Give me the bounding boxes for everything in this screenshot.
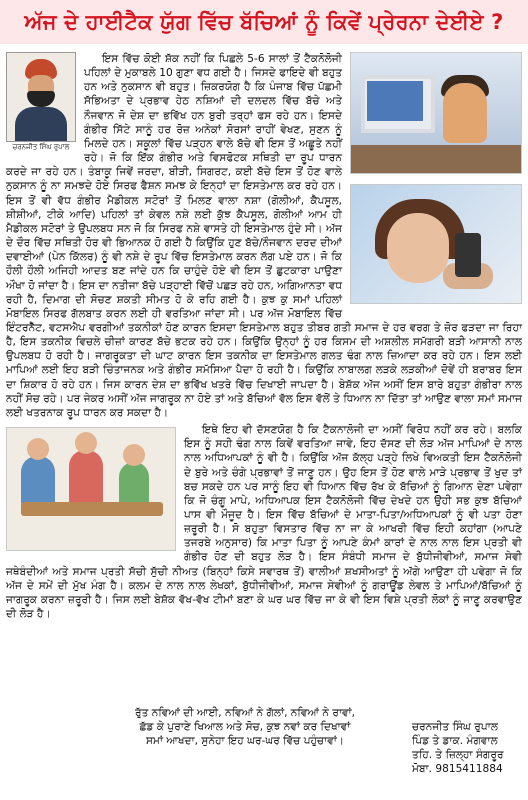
- poem-line: ਸਮਾਂ ਆਖਦਾ, ਸੁਨੇਹਾ ਇਹ ਘਰ-ਘਰ ਵਿੱਚ ਪਹੁੰਚਾਵਾਂ।: [146, 735, 344, 747]
- author-caption: ਚਰਨਜੀਤ ਸਿੰਘ ਰੁਪਾਲ: [12, 143, 70, 151]
- child-at-computer-image: [350, 52, 522, 174]
- author-photo: [6, 52, 76, 142]
- article-body: [6, 52, 522, 624]
- paragraph-1: ਇਸ ਵਿੱਚ ਕੋਈ ਸ਼ੱਕ ਨਹੀਂ ਕਿ ਪਿਛਲੇ 5-6 ਸਾਲਾਂ ਤੋਂ ਟੈਕਨੋਲੋਜੀ ਪਹਿਲਾਂ ਦੇ ਮੁਕਾਬਲੇ 10 ਗੁਣਾ ਵਧ ਗਈ ਹੈ। ਜਿਸਦੇ ਫਾਇਦੇ ਵੀ ਬਹੁਤ ਹਨ ਅਤੇ ਨੁਕਸਾਨ ਵੀ ਬਹੁਤ। ਜ਼ਿਕਰਯੋਗ ਹੈ ਕਿ ਪੰਜਾਬ ਵਿੱਚ ਪੱਛਮੀ ਸੱਭਿਅਤਾ ਦੇ ਪ੍ਰਭਾਵ ਹੇਠ ਨਸ਼ਿਆਂ ਦੀ ਦਲਦਲ ਵਿੱਚ ਬੱਚੇ ਅਤੇ ਨੌਜਵਾਨ ਜੋ ਦੇਸ਼ ਦਾ ਭਵਿੱਖ ਹਨ ਬੁਰੀ ਤਰ੍ਹਾਂ ਫਸ ਰਹੇ ਹਨ। ਇਸਦੇ ਗੰਭੀਰ ਸਿੱਟੇ ਸਾਨੂੰ ਹਰ ਰੋਜ਼ ਅਨੇਕਾਂ ਸੋਰਸਾਂ ਰਾਹੀਂ ਵੇਖਣ, ਸੁਣਨ ਨੂੰ ਮਿਲਦੇ ਹਨ। ਸਕੂਲਾਂ ਵਿੱਚ ਪੜ੍ਹਨ ਵਾਲੇ ਬੱਚੇ ਵੀ ਇਸ ਤੋਂ ਅਛੂਤੇ ਨਹੀਂ ਰਹੇ। ਜੋ ਕਿ ਇੱਕ ਗੰਭੀਰ ਅਤੇ ਵਿਸਫੋਟਕ ਸਥਿਤੀ ਦਾ ਰੂਪ ਧਾਰਨ ਕਰਦੇ ਜਾ ਰਹੇ ਹਨ। ਤੰਬਾਕੂ ਜਿਵੇਂ ਜਰਦਾ, ਬੀੜੀ, ਸਿਗਰਟ, ਕਈ ਬੱਚੇ ਇਸ ਤੋਂ ਹੋਣ ਵਾਲੇ ਨੁਕਸਾਨ ਨੂੰ ਨਾ ਸਮਝਦੇ ਹੋਏ ਸਿਰਫ ਫੈਸ਼ਨ ਸਮਝ ਕੇ ਇਨ੍ਹਾਂ ਦਾ ਇਸਤੇਮਾਲ ਕਰ ਰਹੇ ਹਨ। ਇਸ ਤੋਂ ਵੀ ਵੱਧ ਗੰਭੀਰ ਮੈਡੀਕਲ ਸਟੋਰਾਂ ਤੋਂ ਮਿਲਣ ਵਾਲਾ ਨਸ਼ਾ (ਗੋਲੀਆਂ, ਕੈਪਸੂਲ, ਸ਼ੀਸ਼ੀਆਂ, ਟੀਕੇ ਆਦਿ) ਪਹਿਲਾਂ ਤਾਂ ਕੇਵਲ ਨਸ਼ੇ ਲਈ ਕੁੱਝ ਕੈਪਸੂਲ, ਗੋਲੀਆਂ ਆਮ ਹੀ ਮੈਡੀਕਲ ਸਟੋਰਾਂ ਤੇ ਉਪਲਬਧ ਸਨ ਜੋ ਕਿ ਸਿਰਫ ਨਸ਼ੇ ਵਾਸਤੇ ਹੀ ਇਸਤੇਮਾਲ ਹੁੰਦੇ ਸੀ। ਅੱਜ ਦੇ ਦੌਰ ਵਿੱਚ ਸਥਿਤੀ ਹੋਰ ਵੀ ਭਿਆਨਕ ਹੋ ਗਈ ਹੈ ਕਿਉਂਕਿ ਹੁਣ ਬੱਚੇ/ਨੌਜਵਾਨ ਦਰਦ ਦੀਆਂ ਦਵਾਈਆਂ (ਪੇਨ ਕਿੱਲਰ) ਨੂੰ ਵੀ ਨਸ਼ੇ ਦੇ ਰੂਪ ਵਿੱਚ ਇਸਤੇਮਾਲ ਕਰਨ ਲੱਗ ਪਏ ਹਨ। ਜੋ ਕਿ ਹੌਲੀ ਹੌਲੀ ਅਜਿਹੀ ਆਦਤ ਬਣ ਜਾਂਦੇ ਹਨ ਕਿ ਚਾਹੁੰਦੇ ਹੋਏ ਵੀ ਇਸ ਤੋਂ ਛੁਟਕਾਰਾ ਪਾਉਣਾ ਔਖਾ ਹੋ ਜਾਂਦਾ ਹੈ। ਇਸ ਦਾ ਨਤੀਜਾ ਬੱਚੇ ਪੜ੍ਹਾਈ ਵਿੱਚੋਂ ਪਛੜ ਰਹੇ ਹਨ, ਅਗਿਆਨਤਾ ਵਧ ਰਹੀ ਹੈ, ਦਿਮਾਗ ਦੀ ਸੋਚਣ ਸ਼ਕਤੀ ਸੀਮਤ ਹੋ ਕੇ ਰਹਿ ਗਈ ਹੈ। ਕੁਝ ਕੁ ਸਮਾਂ ਪਹਿਲਾਂ ਮੋਬਾਇਲ ਸਿਰਫ ਗੱਲਬਾਤ ਕਰਨ ਲਈ ਹੀ ਵਰਤਿਆ ਜਾਂਦਾ ਸੀ। ਪਰ ਅੱਜ ਮੋਬਾਇਲ ਵਿੱਚ ਇੰਟਰਨੈੱਟ, ਵਟਸਐਪ ਵਰਗੀਆਂ ਤਕਨੀਕਾਂ ਹੋਣ ਕਾਰਨ ਇਸਦਾ ਇਸਤੇਮਾਲ ਬਹੁਤ ਤੀਬਰ ਗਤੀ ਸਮਾਜ ਦੇ ਹਰ ਵਰਗ ਤੇ ਜ਼ੋਰ ਫੜਦਾ ਜਾ ਰਿਹਾ ਹੈ, ਇਸ ਤਕਨੀਕ ਵਿਚਲੇ ਚੀਜ਼ਾਂ ਕਾਰਣ ਬੱਚੇ ਭਟਕ ਰਹੇ ਹਨ। ਕਿਉਂਕਿ ਉਨ੍ਹਾਂ ਨੂੰ ਹਰ ਕਿਸਮ ਦੀ ਅਸ਼ਲੀਲ ਸਮੱਗਰੀ ਬੜੀ ਆਸਾਨੀ ਨਾਲ ਉਪਲਬਧ ਹੋ ਰਹੀ ਹੈ। ਜਾਗਰੂਕਤਾ ਦੀ ਘਾਟ ਕਾਰਨ ਇਸ ਤਕਨੀਕ ਦਾ ਇਸਤੇਮਾਲ ਗਲਤ ਢੰਗ ਨਾਲ ਜ਼ਿਆਦਾ ਕਰ ਰਹੇ ਹਨ। ਇਸ ਲਈ ਮਾਪਿਆਂ ਲਈ ਇਹ ਬੜੀ ਚਿੰਤਾਜਨਕ ਅਤੇ ਗੰਭੀਰ ਸਮੱਸਿਆ ਪੈਦਾ ਹੋ ਰਹੀ ਹੈ। ਕਿਉਂਕਿ ਨਾਬਾਲਗ ਲੜਕੇ ਲੜਕੀਆਂ ਦੋਵੇਂ ਹੀ ਬਰਾਬਰ ਇਸ ਦਾ ਸ਼ਿਕਾਰ ਹੋ ਰਹੇ ਹਨ। ਜਿਸ ਕਾਰਨ ਦੇਸ਼ ਦਾ ਭਵਿੱਖ ਖਤਰੇ ਵਿੱਚ ਦਿਖਾਈ ਜਾਪਦਾ ਹੈ। ਬੇਸ਼ੱਕ ਅੱਜ ਅਸੀਂ ਇਸ ਬਾਰੇ ਬਹੁਤਾ ਗੰਭੀਰਾ ਨਾਲ ਨਹੀਂ ਸੋਚ ਰਹੇ। ਪਰ ਜੇਕਰ ਅਸੀਂ ਅੱਜ ਜਾਗਰੂਕ ਨਾ ਹੋਏ ਤਾਂ ਅਤੇ ਬੱਚਿਆਂ ਵੱਲ ਇਸ ਵੱਲੋਂ ਤੇ ਧਿਆਨ ਨਾ ਦਿੱਤਾ ਤਾਂ ਆਉਣ ਵਾਲਾ ਸਮਾਂ ਸਮਾਜ ਲਈ ਖਤਰਨਾਕ ਰੂਪ ਧਾਰਨ ਕਰ ਸਕਦਾ ਹੈ।: [6, 53, 522, 419]
- paragraph-2: ਇਥੇ ਇਹ ਵੀ ਦੱਸਣਯੋਗ ਹੈ ਕਿ ਟੈਕਨਾਲੋਜੀ ਦਾ ਅਸੀਂ ਵਿਰੋਧ ਨਹੀਂ ਕਰ ਰਹੇ। ਬਲਕਿ ਇਸ ਨੂੰ ਸਹੀ ਢੰਗ ਨਾਲ ਕਿਵੇਂ ਵਰਤਿਆ ਜਾਵੇ, ਇਹ ਦੱਸਣ ਦੀ ਲੋੜ ਅੱਜ ਮਾਪਿਆਂ ਦੇ ਨਾਲ ਨਾਲ ਅਧਿਆਪਕਾਂ ਨੂੰ ਵੀ ਹੈ। ਕਿਉਂਕਿ ਅੱਜ ਕੱਲ੍ਹ ਪੜ੍ਹੇ ਲਿਖੇ ਵਿਅਕਤੀ ਇਸ ਟੈਕਨੋਲੋਜੀ ਦੇ ਬੁਰੇ ਅਤੇ ਚੰਗੇ ਪ੍ਰਭਾਵਾਂ ਤੋਂ ਜਾਣੂ ਹਨ। ਉਹ ਇਸ ਤੋਂ ਹੋਣ ਵਾਲੇ ਮਾੜੇ ਪ੍ਰਭਾਵ ਤੋਂ ਖੁਦ ਤਾਂ ਬਚ ਸਕਦੇ ਹਨ ਪਰ ਸਾਨੂੰ ਇਹ ਵੀ ਧਿਆਨ ਵਿੱਚ ਰੱਖ ਕੇ ਬੱਚਿਆਂ ਨੂੰ ਗਿਆਨ ਦੇਣਾ ਪਵੇਗਾ ਕਿ ਜੋ ਚੰਗੂ ਮਾਪੇ, ਅਧਿਆਪਕ ਇਸ ਟੈਕਨੋਲੋਜੀ ਵਿੱਚ ਦੇਖਦੇ ਹਨ ਉਹੀ ਸਭ ਕੁਝ ਬੱਚਿਆਂ ਪਾਸ ਵੀ ਮੌਜੂਦ ਹੈ। ਇਸ ਵਿੱਚ ਬੱਚਿਆਂ ਦੇ ਮਾਤਾ-ਪਿਤਾ/ਅਧਿਆਪਕਾਂ ਨੂੰ ਵੀ ਪਤਾ ਹੋਣਾ ਜ਼ਰੂਰੀ ਹੈ। ਸੋ ਬਹੁਤਾ ਵਿਸਤਾਰ ਵਿੱਚ ਨਾ ਜਾ ਕੇ ਆਖਰੀ ਵਿੱਚ ਇਹੀ ਕਹਾਂਗਾ (ਆਪਣੇ ਤਜਰਬੇ ਅਨੁਸਾਰ) ਕਿ ਮਾਤਾ ਪਿਤਾ ਨੂੰ ਆਪਣੇ ਕੰਮਾਂ ਕਾਰਾਂ ਦੇ ਨਾਲ ਨਾਲ ਇਸ ਪ੍ਰਤੀ ਵੀ ਗੰਭੀਰ ਹੋਣ ਦੀ ਬਹੁਤ ਲੋੜ ਹੈ। ਇਸ ਸੰਬੰਧੀ ਸਮਾਜ ਦੇ ਬੁੱਧੀਜੀਵੀਆਂ, ਸਮਾਜ ਸੇਵੀ ਜਥੇਬੰਦੀਆਂ ਅਤੇ ਸਮਾਜ ਪ੍ਰਤੀ ਸੱਚੀ ਸੁੱਚੀ ਨੀਅਤ (ਬਿਨ੍ਹਾਂ ਕਿਸੇ ਸਵਾਰਥ ਤੋਂ) ਵਾਲੀਆਂ ਸ਼ਖਸੀਅਤਾਂ ਨੂੰ ਅੱਗੇ ਆਉਣਾ ਹੀ ਪਵੇਗਾ ਜੋ ਕਿ ਅੱਜ ਦੇ ਸਮੇਂ ਦੀ ਮੁੱਖ ਮੰਗ ਹੈ। ਕਲਮ ਦੇ ਨਾਲ ਨਾਲ ਲੇਖਕਾਂ, ਬੁੱਧੀਜੀਵੀਆਂ, ਸਮਾਜ ਸੇਵੀਆਂ ਨੂੰ ਗਰਾਊਂਡ ਲੇਵਲ ਤੇ ਮਾਪਿਆਂ/ਬੱਚਿਆਂ ਨੂੰ ਜਾਗਰੂਕ ਕਰਨਾ ਜ਼ਰੂਰੀ ਹੈ। ਜਿਸ ਲਈ ਬੇਸ਼ੱਕ ਵੱਖ-ਵੱਖ ਟੀਮਾਂ ਬਣਾ ਕੇ ਘਰ ਘਰ ਵਿੱਚ ਜਾ ਕੇ ਵੀ ਇਸ ਵਿਸ਼ੇ ਪ੍ਰਤੀ ਲੋਕਾਂ ਨੂੰ ਜਾਣੂ ਕਰਵਾਉਣ ਦੀ ਲੋੜ ਹੈ।: [6, 424, 522, 621]
- signature-phone: ਮੋਬਾ. 9815411884: [412, 763, 503, 775]
- signature-address-line-2: ਤਹਿ. ਤੇ ਜ਼ਿਲ੍ਹਾ ਸੰਗਰੂਰ: [412, 749, 504, 761]
- signature-address-line-1: ਪਿੰਡ ਤੇ ਡਾਕ. ਮੰਗਵਾਲ: [412, 735, 498, 747]
- poem-line: ਰੁੱਤ ਨਵਿਆਂ ਦੀ ਆਈ, ਨਵਿਆਂ ਨੇ ਗੱਲਾਂ, ਨਵਿਆਂ ਨੇ ਰਾਵਾਂ,: [135, 707, 355, 719]
- family-reading-image: [6, 427, 176, 551]
- article-title: ਅੱਜ ਦੇ ਹਾਈਟੈਕ ਯੁੱਗ ਵਿੱਚ ਬੱਚਿਆਂ ਨੂੰ ਕਿਵੇਂ ਪ੍ਰੇਰਨਾ ਦੇਈਏ ?: [24, 9, 504, 34]
- girl-with-phone-image: [350, 184, 522, 304]
- closing-poem: [100, 706, 390, 748]
- author-signature: [412, 720, 522, 776]
- author-block: [6, 52, 76, 152]
- signature-name: ਚਰਨਜੀਤ ਸਿੰਘ ਰੁਪਾਲ: [412, 721, 498, 733]
- poem-line: ਛੱਡ ਕੇ ਪੁਰਾਣੇ ਖਿਆਲ ਅਤੇ ਸੋਚ, ਕੁਝ ਨਵਾਂ ਕਰ ਦਿਖਾਵਾਂ: [139, 721, 351, 733]
- headline-banner: [0, 0, 528, 44]
